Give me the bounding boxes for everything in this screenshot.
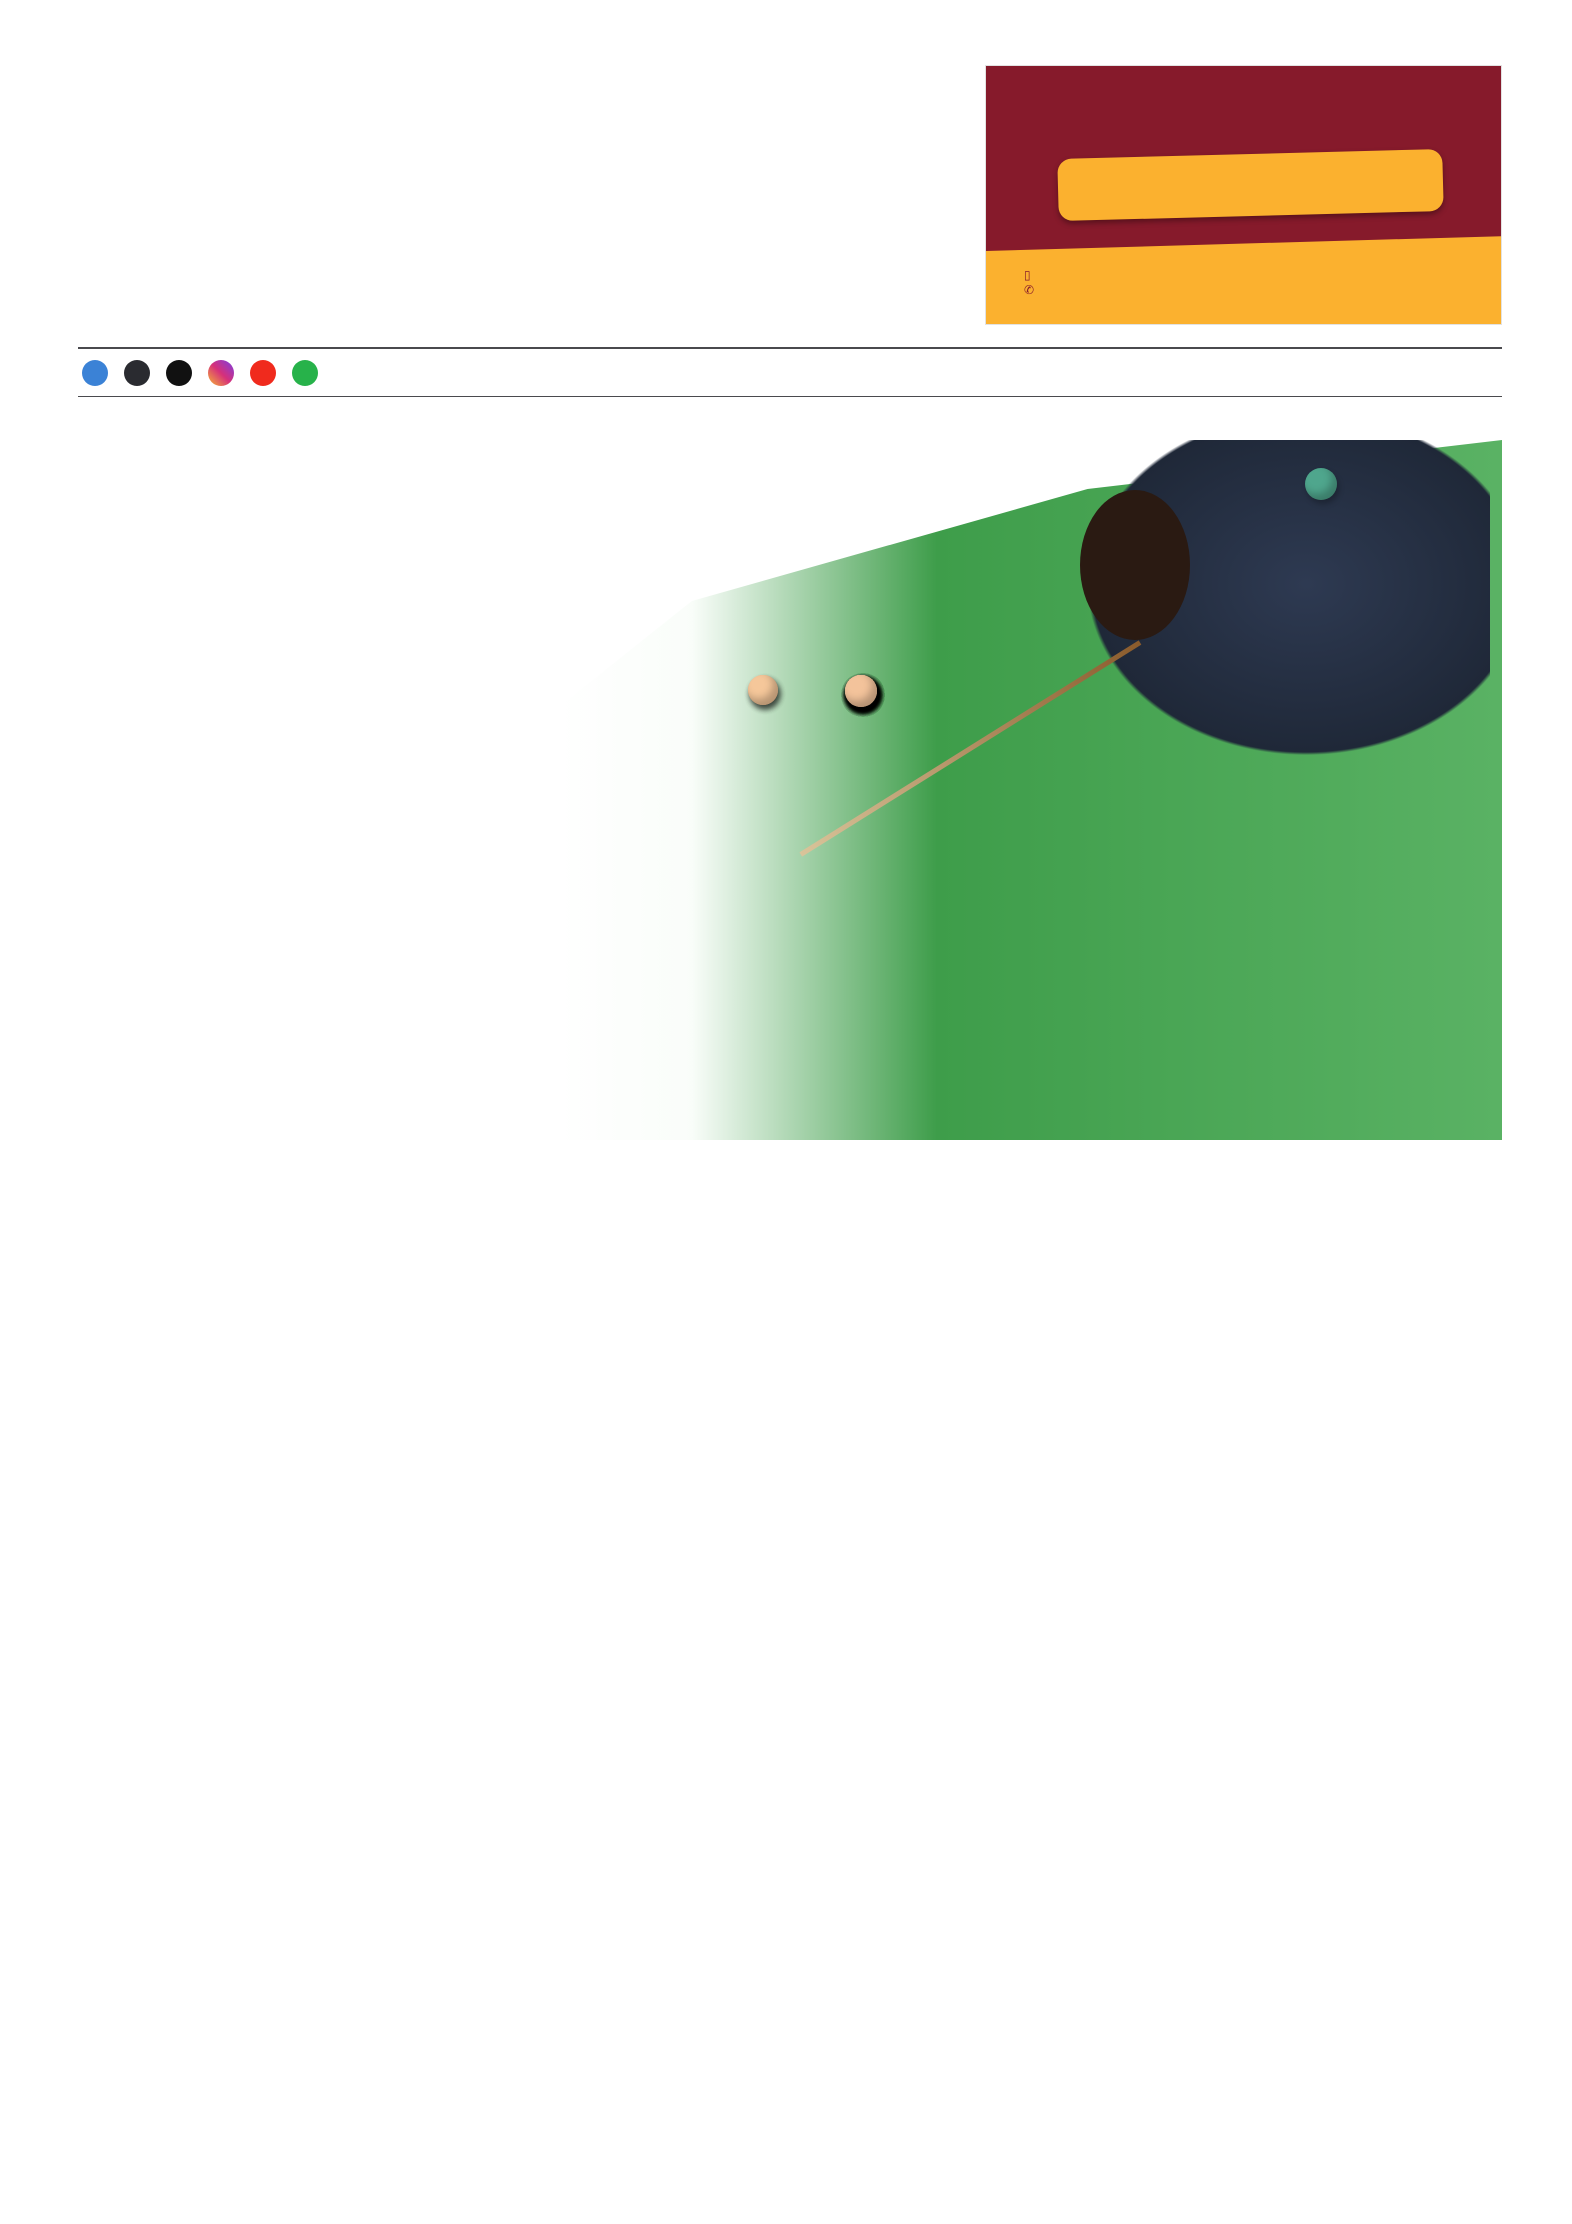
- x-icon[interactable]: [124, 360, 150, 386]
- whatsapp-icon[interactable]: [292, 360, 318, 386]
- youtube-icon[interactable]: [250, 360, 276, 386]
- ball-cream: [748, 675, 778, 705]
- divider-bottom: [78, 396, 1502, 397]
- tiktok-icon[interactable]: [166, 360, 192, 386]
- ad-highlight-shape: [1057, 149, 1443, 221]
- facebook-icon[interactable]: [82, 360, 108, 386]
- ad-phone-row: [1024, 268, 1034, 283]
- phone-icon: ▯: [1024, 268, 1031, 282]
- photo-thamsanqa-jabavu: [560, 440, 1502, 1140]
- social-icons-bar: [82, 360, 318, 386]
- ad-whatsapp-row: [1024, 283, 1034, 298]
- ball-pink-far-30: [845, 675, 877, 707]
- whatsapp-small-icon: ✆: [1024, 283, 1035, 297]
- ball-green: [1305, 468, 1337, 500]
- instagram-icon[interactable]: [208, 360, 234, 386]
- ad-store-info: [1024, 268, 1034, 298]
- advertisement-cash-converters[interactable]: [985, 65, 1502, 325]
- divider-top: [78, 347, 1502, 349]
- player-head: [1080, 490, 1190, 640]
